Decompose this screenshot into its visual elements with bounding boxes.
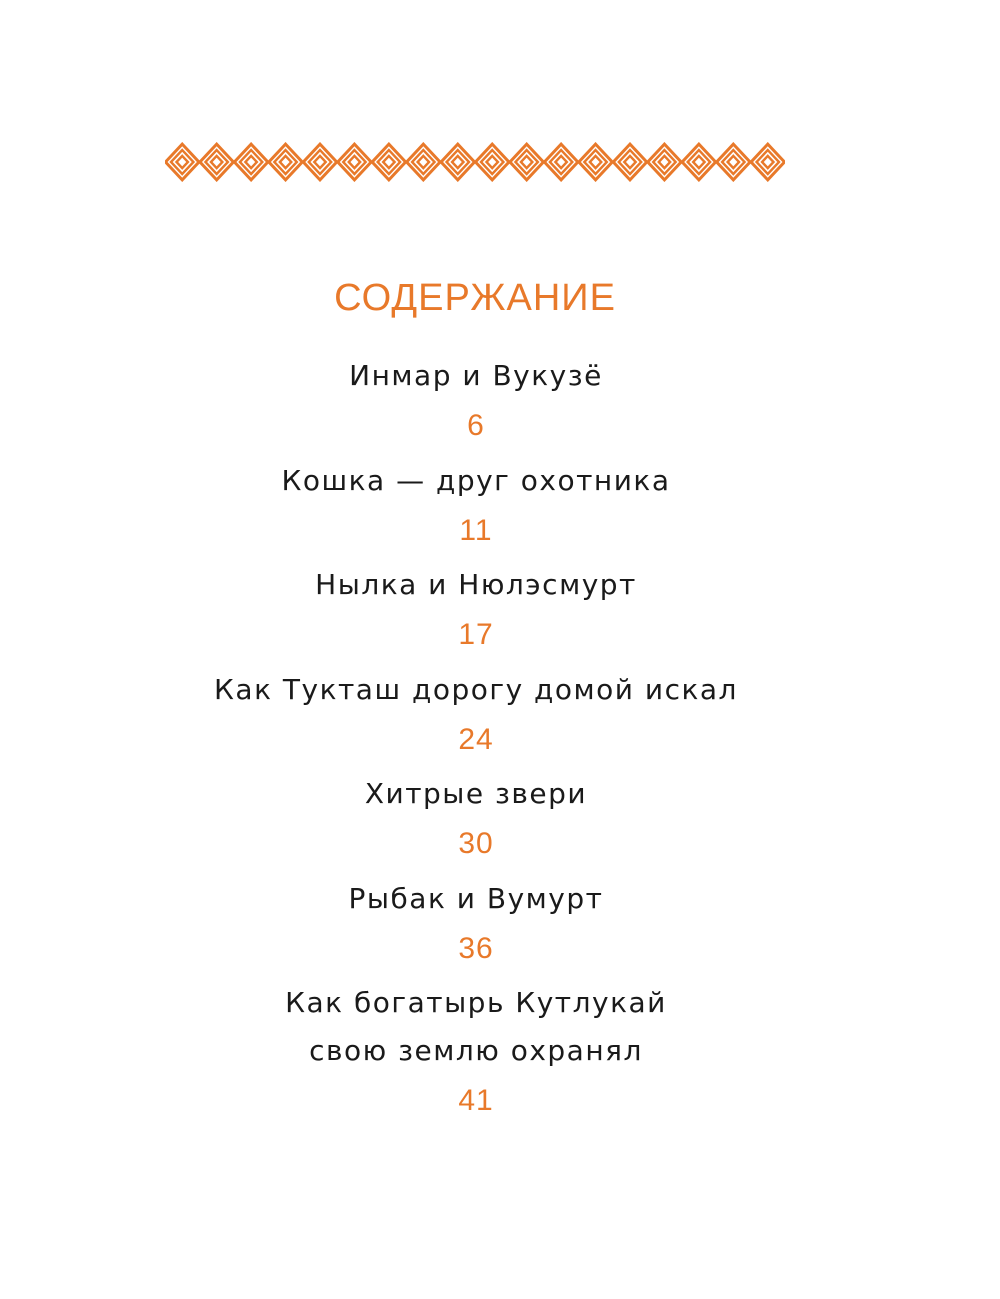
- toc-entry-page: 36: [458, 931, 494, 965]
- table-of-contents: [0, 352, 952, 1127]
- ornament-diamond: [510, 144, 543, 180]
- ornament-diamond: [682, 144, 715, 180]
- toc-entry-title: Рыбак и Вумурт: [348, 881, 604, 915]
- ornament-diamond: [717, 144, 750, 180]
- toc-entry-1[interactable]: [0, 352, 952, 457]
- toc-entry-title: Нылка и Нюлэсмурт: [315, 568, 637, 601]
- ornament-diamond: [407, 144, 440, 180]
- ornament-diamond: [476, 144, 509, 180]
- toc-entry-page: 17: [458, 618, 494, 651]
- ornament-diamond: [441, 144, 474, 180]
- ornament-diamond: [648, 144, 681, 180]
- toc-entry-page: 6: [467, 409, 485, 442]
- page-title: СОДЕРЖАНИЕ: [334, 277, 616, 320]
- toc-entry-6[interactable]: [0, 875, 952, 980]
- toc-entry-title-line-2: свою землю охранял: [309, 1034, 643, 1067]
- toc-entry-title: Инмар и Вукузё: [349, 359, 603, 392]
- ornament-diamond: [303, 144, 336, 180]
- ornament-diamond: [234, 144, 267, 180]
- diamond-chain-ornament-icon: [165, 142, 785, 182]
- ornament-diamond: [579, 144, 612, 180]
- toc-entry-5[interactable]: [0, 770, 952, 875]
- toc-entry-page: 30: [458, 827, 494, 860]
- toc-entry-title: Как богатырь Кутлукай: [285, 986, 667, 1019]
- toc-entry-3[interactable]: [0, 561, 952, 666]
- ornament-diamond: [372, 144, 405, 180]
- toc-entry-2[interactable]: [0, 457, 952, 562]
- toc-entry-page: 11: [459, 513, 493, 547]
- ornament-diamond: [166, 144, 199, 180]
- toc-entry-title: Кошка — друг охотника: [281, 463, 671, 497]
- ornament-diamond: [269, 144, 302, 180]
- ornament-diamond: [338, 144, 371, 180]
- toc-entry-page: 41: [458, 1084, 494, 1117]
- ornament-diamond: [751, 144, 784, 180]
- ornament-diamond: [613, 144, 646, 180]
- toc-entry-4[interactable]: [0, 666, 952, 771]
- ornament-diamond: [200, 144, 233, 180]
- toc-entry-7[interactable]: [0, 979, 952, 1127]
- ornament-diamond: [544, 144, 577, 180]
- toc-entry-title: Хитрые звери: [364, 777, 588, 810]
- toc-entry-title: Как Тукташ дорогу домой искал: [214, 672, 738, 706]
- toc-entry-page: 24: [458, 722, 494, 756]
